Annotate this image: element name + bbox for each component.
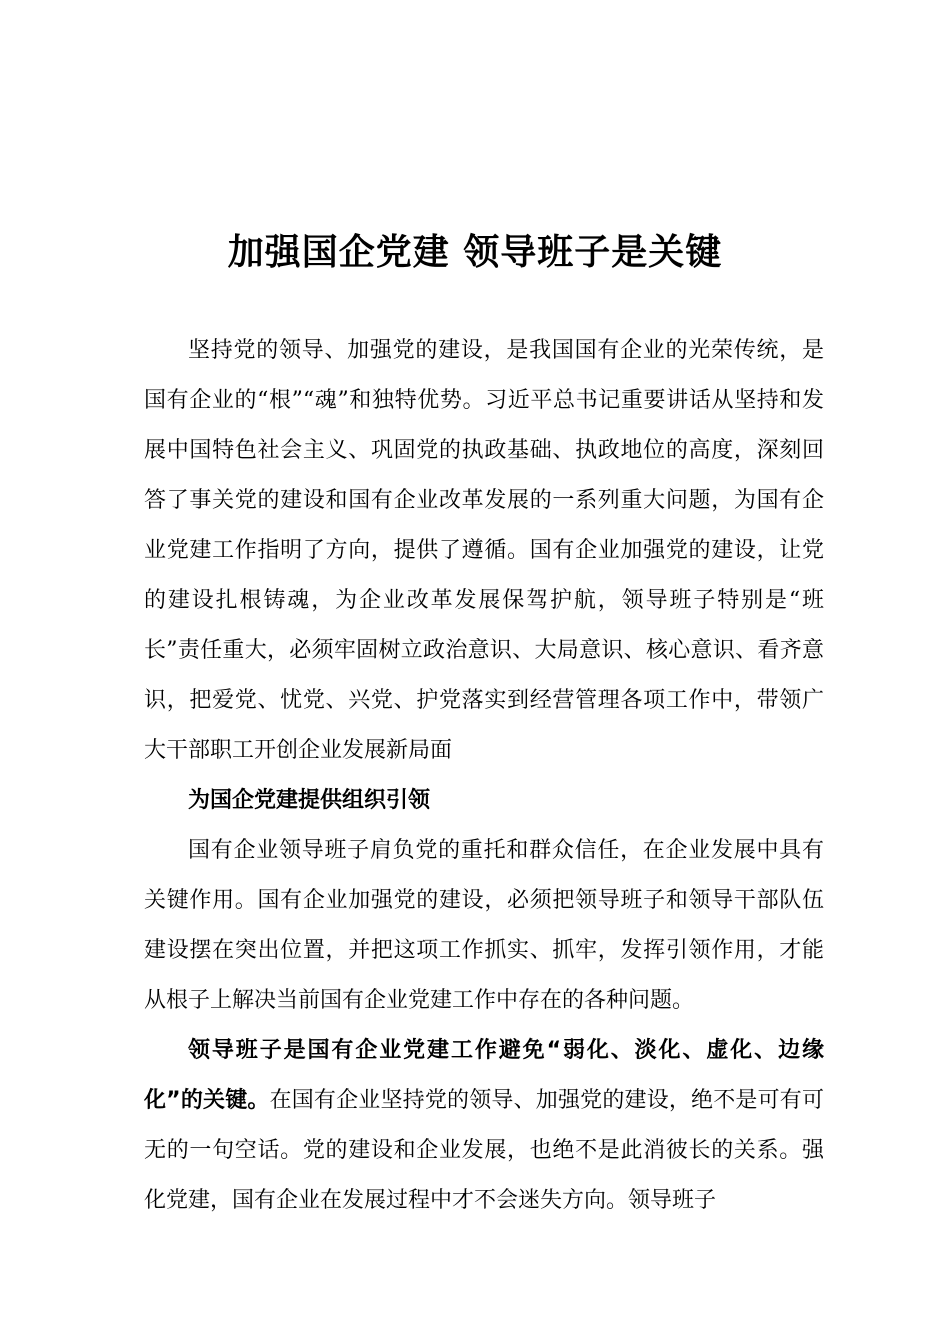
paragraph-key-role-text: 在国有企业坚持党的领导、加强党的建设，绝不是可有可无的一句空话。党的建设和企业发展，也绝不是此消彼长的关系。强化党建，国有企业在发展过程中才不会迷失方向。领导班子 xyxy=(144,1088,824,1213)
section-heading: 为国企党建提供组织引领 xyxy=(188,788,431,813)
paragraph-key-role xyxy=(144,1026,824,1226)
document-title: 加强国企党建 领导班子是关键 xyxy=(227,231,723,273)
paragraph-intro: 坚持党的领导、加强党的建设，是我国国有企业的光荣传统，是国有企业的“根”“魂”和独特优势。习近平总书记重要讲话从坚持和发展中国特色社会主义、巩固党的执政基础、执政地位的高度，深刻回答了事关党的建设和国有企业改革发展的一系列重大问题，为国有企业党建工作指明了方向，提供了遵循。国有企业加强党的建设，让党的建设扎根铸魂，为企业改革发展保驾护航，领导班子特别是“班长”责任重大，必须牢固树立政治意识、大局意识、核心意识、看齐意识，把爱党、忧党、兴党、护党落实到经营管理各项工作中，带领广大干部职工开创企业发展新局面 xyxy=(144,338,824,763)
paragraph-lead-bold: 领导班子是国有企业党建工作避免“弱化、淡化、虚化、边缘化”的关键。 xyxy=(144,1038,824,1113)
document-body xyxy=(144,326,824,1226)
paragraph-organization: 国有企业领导班子肩负党的重托和群众信任，在企业发展中具有关键作用。国有企业加强党的建设，必须把领导班子和领导干部队伍建设摆在突出位置，并把这项工作抓实、抓牢，发挥引领作用，才能从根子上解决当前国有企业党建工作中存在的各种问题。 xyxy=(144,838,824,1013)
